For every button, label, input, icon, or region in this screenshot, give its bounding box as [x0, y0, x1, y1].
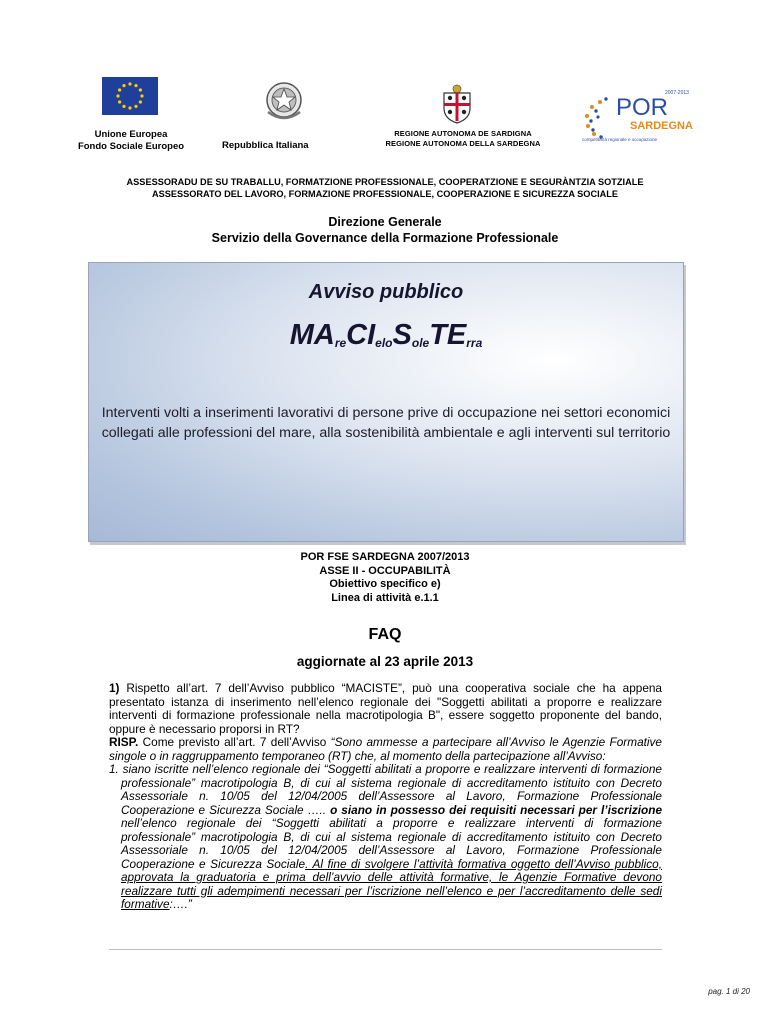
assessorato-line-italian: ASSESSORATO DEL LAVORO, FORMAZIONE PROFESSIONALE, COOPERAZIONE E SICUREZZA SOCIALE	[151, 189, 619, 199]
list-text-end: :….”	[169, 897, 192, 911]
eu-caption	[56, 129, 206, 153]
eu-star-icon	[128, 106, 131, 109]
name-part-re: re	[334, 336, 347, 350]
name-part-te: TE	[429, 319, 467, 351]
page-number: pag. 1 di 20	[708, 987, 750, 996]
name-part-s: S	[392, 319, 412, 351]
assessorato-line-sardinian: ASSESSORADU DE SU TRABALLU, FORMATZIONE PROFESSIONALE, COOPERATZIONE E SEGURÀNTZIA SOTZIALE	[126, 177, 644, 187]
name-part-ma: MA	[289, 319, 335, 351]
program-line1: POR FSE SARDEGNA 2007/2013	[300, 551, 470, 563]
question-number: 1)	[109, 681, 120, 695]
eu-star-icon	[140, 94, 143, 97]
list-text-b: nell’elenco regionale dei “Soggetti abilitati a proporre e realizzare interventi di formazione professionale” macrotipologia B, di cui al sistema regionale di accreditamento istituito con Decreto Assessoriale n. 10/05 del 12/04/2005 dell’Assessore al Lavoro, Formazione Professionale Cooperazione e Sicurezza Sociale	[121, 816, 662, 871]
notice-banner	[88, 262, 684, 542]
answer-1	[109, 736, 662, 763]
question-text: Rispetto all’art. 7 dell’Avviso pubblico “MACISTE”, può una cooperativa sociale che ha appena presentato istanza di inserimento nell’elenco regionale dei "Soggetti abilitati a proporre e realizzare interventi di formazione professionale nella macrotipologia B", essere soggetto proponente del bando, oppure è necessario proporsi in RT?	[109, 681, 662, 736]
list-number: 1.	[109, 762, 123, 776]
eu-star-icon	[139, 88, 142, 91]
por-logo-years: 2007-2013	[665, 90, 689, 96]
eu-star-icon	[122, 84, 125, 87]
eu-star-icon	[134, 105, 137, 108]
por-logo-subtext: SARDEGNA	[630, 120, 693, 132]
name-part-ci: CI	[346, 319, 376, 351]
faq-updated-date: aggiornate al 23 aprile 2013	[296, 654, 474, 669]
region-caption-line1: REGIONE AUTONOMA DE SARDIGNA	[394, 129, 532, 138]
por-sardegna-logo	[582, 92, 692, 144]
por-logo-tagline: competitività regionale e occupazione	[582, 137, 658, 142]
direzione-line2: Servizio della Governance della Formazione Professionale	[211, 231, 559, 245]
direzione-line1: Direzione Generale	[328, 215, 442, 229]
sardinia-region-crest	[440, 84, 474, 124]
eu-star-icon	[118, 100, 121, 103]
banner-program-name	[89, 319, 683, 352]
answer-list-item-1	[109, 763, 662, 912]
program-line4: Linea di attività e.1.1	[331, 591, 439, 604]
program-info	[220, 551, 550, 605]
region-caption-line2: REGIONE AUTONOMA DELLA SARDEGNA	[385, 139, 541, 148]
republic-caption: Repubblica Italiana	[222, 140, 309, 151]
question-1	[109, 682, 662, 736]
assessorato-heading	[60, 176, 710, 200]
list-text-a: siano iscritte nell’elenco regionale dei “Soggetti abilitati a proporre e realizzare interventi di formazione professionale” macrotipologia B, di cui al sistema regionale di accreditamento istituito con Decreto Assessoriale n. 10/05 del 12/04/2005 dell’Assessore al Lavoro, Formazione Professionale Cooperazione e Sicurezza Sociale …..	[121, 762, 662, 817]
program-line2: ASSE II - OCCUPABILITÀ	[319, 564, 451, 577]
direzione-heading	[100, 214, 670, 246]
answer-intro: Come previsto all’art. 7 dell’Avviso	[138, 735, 331, 749]
italian-republic-emblem	[262, 78, 306, 126]
eu-caption-line2: Fondo Sociale Europeo	[77, 141, 185, 152]
answer-quote: “Sono ammesse a partecipare all’Avviso le Agenzie Formative singole o in raggruppamento temporaneo (RT) che, al momento della partecipazione all’Avviso:	[109, 735, 662, 763]
name-part-ole: ole	[411, 336, 430, 350]
program-line3: Obiettivo specifico e)	[329, 578, 441, 590]
eu-star-icon	[134, 84, 137, 87]
eu-star-icon	[116, 94, 119, 97]
eu-star-icon	[118, 88, 121, 91]
eu-caption-line1: Unione Europea	[94, 129, 168, 140]
eu-flag-logo	[102, 77, 158, 115]
list-text-bold: o siano in possesso dei requisiti necessari per l’iscrizione	[330, 802, 663, 817]
faq-item-1	[109, 682, 662, 912]
banner-description: Interventi volti a inserimenti lavorativi di persone prive di occupazione nei settori economici collegati alle professioni del mare, alla sostenibilità ambientale e agli interventi sul territorio	[101, 405, 671, 441]
answer-label: RISP.	[109, 735, 139, 749]
name-part-rra: rra	[466, 336, 483, 350]
region-caption	[378, 129, 548, 149]
eu-star-icon	[128, 82, 131, 85]
por-logo-text: POR	[616, 94, 669, 121]
eu-star-icon	[139, 100, 142, 103]
footer-divider	[109, 949, 662, 950]
eu-star-icon	[122, 105, 125, 108]
faq-title: FAQ	[368, 626, 402, 643]
list-text-underlined: . Al fine di svolgere l’attività formativa oggetto dell’Avviso pubblico, approvata la graduatoria e prima dell’avvio delle attività formative, le Agenzie Formative devono realizzare tutti gli adempimenti necessari per l’iscrizione nell’elenco e per l’accreditamento delle sedi formative	[121, 856, 662, 911]
banner-title: Avviso pubblico	[308, 281, 464, 303]
name-part-elo: elo	[375, 336, 393, 350]
